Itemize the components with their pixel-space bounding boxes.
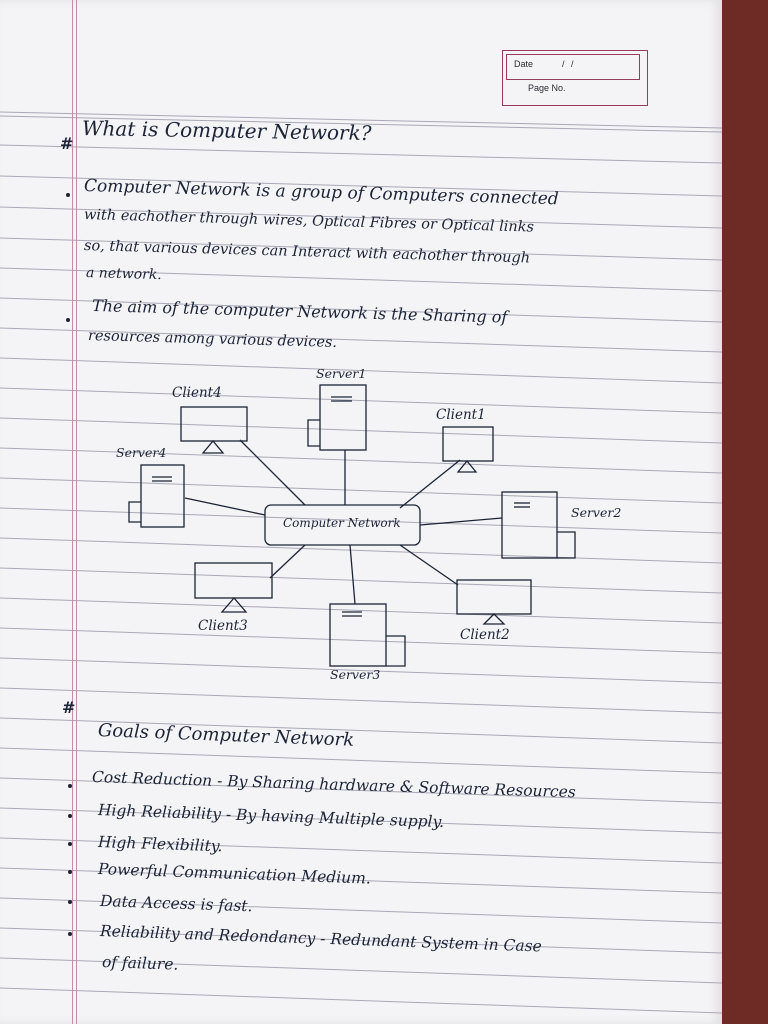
bullet xyxy=(68,784,72,788)
client1-icon xyxy=(443,427,493,472)
network-center-label: Computer Network xyxy=(283,516,401,530)
goal-item: Data Access is fast. xyxy=(99,892,253,916)
client1-label: Client1 xyxy=(436,407,486,423)
para1-line1: Computer Network is a group of Computers connected xyxy=(83,176,559,210)
server2-icon xyxy=(502,492,575,558)
client3-icon xyxy=(195,563,272,612)
para1-line4: a network. xyxy=(85,265,162,284)
section2-marker: # xyxy=(62,698,76,717)
server1-icon xyxy=(308,385,366,450)
section1-marker: # xyxy=(60,134,74,153)
para2-line2: resources among various devices. xyxy=(87,328,338,351)
server2-label: Server2 xyxy=(571,505,622,520)
server1-label: Server1 xyxy=(316,366,367,381)
client4-icon xyxy=(181,407,247,453)
date-label: Date xyxy=(514,59,534,69)
page-no-label: Page No. xyxy=(528,83,566,93)
bullet xyxy=(68,900,72,904)
goal-item: Powerful Communication Medium. xyxy=(97,860,372,888)
para1-line2: with eachother through wires, Optical Fibres or Optical links xyxy=(83,207,535,236)
para1-line3: so, that various devices can Interact with eachother through xyxy=(83,238,531,267)
bullet xyxy=(68,932,72,936)
server3-label: Server3 xyxy=(330,667,381,682)
client3-label: Client3 xyxy=(198,618,248,634)
client2-label: Client2 xyxy=(460,627,510,643)
date-value: / / xyxy=(562,59,576,69)
para2-line1: The aim of the computer Network is the Sharing of xyxy=(91,296,508,327)
section1-title: What is Computer Network? xyxy=(81,116,372,146)
client2-icon xyxy=(457,580,531,624)
server4-icon xyxy=(129,465,184,527)
goal-item: High Reliability - By having Multiple supply. xyxy=(97,801,445,832)
goal-item: Reliability and Redondancy - Redundant System in Case xyxy=(99,922,543,956)
goal-item: of failure. xyxy=(101,953,179,974)
goal-item: Cost Reduction - By Sharing hardware & Software Resources xyxy=(91,768,577,802)
bullet xyxy=(68,814,72,818)
bullet xyxy=(68,870,72,874)
server4-label: Server4 xyxy=(116,445,167,460)
client4-label: Client4 xyxy=(172,385,222,401)
section2-title: Goals of Computer Network xyxy=(97,720,355,751)
goal-item: High Flexibility. xyxy=(97,833,223,856)
bullet xyxy=(68,842,72,846)
server3-icon xyxy=(330,604,405,666)
